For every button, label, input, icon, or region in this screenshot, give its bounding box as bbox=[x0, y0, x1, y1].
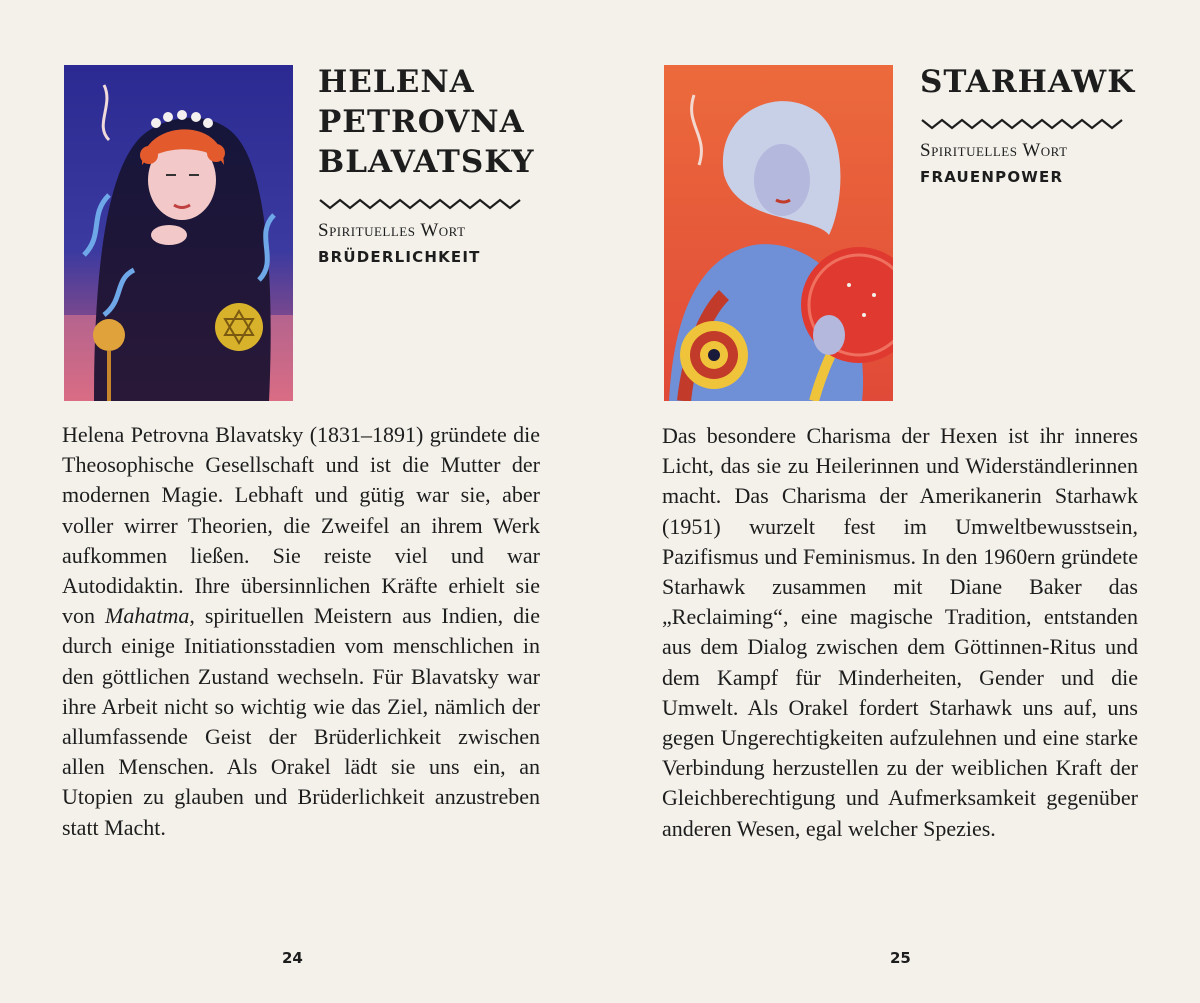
body-text bbox=[62, 420, 540, 843]
body-text-part: Helena Petrovna Blavatsky (1831–1891) gründete die Theosophische Gesellschaft und ist die Mutter der modernen Magie. Lebhaft und gütig war sie, aber voller wirrer Theorien, die Zweifel an ihrem Werk aufkommen ließen. Sie reiste viel und war Autodidaktin. Ihre übersinnlichen Kräfte erhielt sie von bbox=[62, 422, 540, 629]
spiritual-word: FRAUENPOWER bbox=[920, 168, 1064, 186]
page-number: 25 bbox=[890, 949, 911, 967]
left-title-block bbox=[318, 62, 578, 266]
blavatsky-portrait-illustration bbox=[64, 65, 293, 401]
right-title-block bbox=[920, 62, 1180, 186]
zigzag-ornament-icon bbox=[920, 116, 1130, 130]
zigzag-ornament-icon bbox=[318, 196, 528, 210]
right-page bbox=[600, 0, 1200, 1003]
body-text-italic: Mahatma bbox=[105, 603, 190, 629]
spiritual-word: BRÜDERLICHKEIT bbox=[318, 248, 481, 266]
subtitle-label: Spirituelles Wort bbox=[318, 220, 466, 241]
starhawk-portrait-illustration bbox=[664, 65, 893, 401]
page-number: 24 bbox=[282, 949, 303, 967]
card-name: STARHAWK bbox=[920, 64, 1136, 100]
body-text-part: , spirituellen Meistern aus Indien, die durch einige Initiationsstadien vom menschlichen in den göttlichen Zustand wechseln. Für Blavatsky war ihre Arbeit nicht so wichtig wie das Ziel, nämlich der allumfassende Geist der Brüderlichkeit zwischen allen Menschen. Als Orakel lädt sie uns ein, an Utopien zu glauben und Brüderlichkeit anzustreben statt Macht. bbox=[62, 603, 540, 840]
card-name: HELENA PETROVNA BLAVATSKY bbox=[318, 64, 535, 180]
subtitle-label: Spirituelles Wort bbox=[920, 140, 1068, 161]
body-text: Das besondere Charisma der Hexen ist ihr inneres Licht, das sie zu Heilerinnen und Widerständlerinnen macht. Das Charisma der Amerikanerin Starhawk (1951) wurzelt fest im Umweltbewusstsein, Pazifismus und Feminismus. In den 1960ern gründete Starhawk zusammen mit Diane Baker das „Reclaiming“, eine magische Tradition, entstanden aus dem Dialog zwischen dem Göttinnen-Ritus und dem Kampf für Minderheiten, Gender und die Umwelt. Als Orakel fordert Starhawk uns auf, uns gegen Ungerechtigkeiten aufzulehnen und eine starke Verbindung herzustellen zu der weiblichen Kraft der Gleichberechtigung und Aufmerksamkeit gegenüber anderen Wesen, egal welcher Spezies. bbox=[662, 423, 1138, 841]
